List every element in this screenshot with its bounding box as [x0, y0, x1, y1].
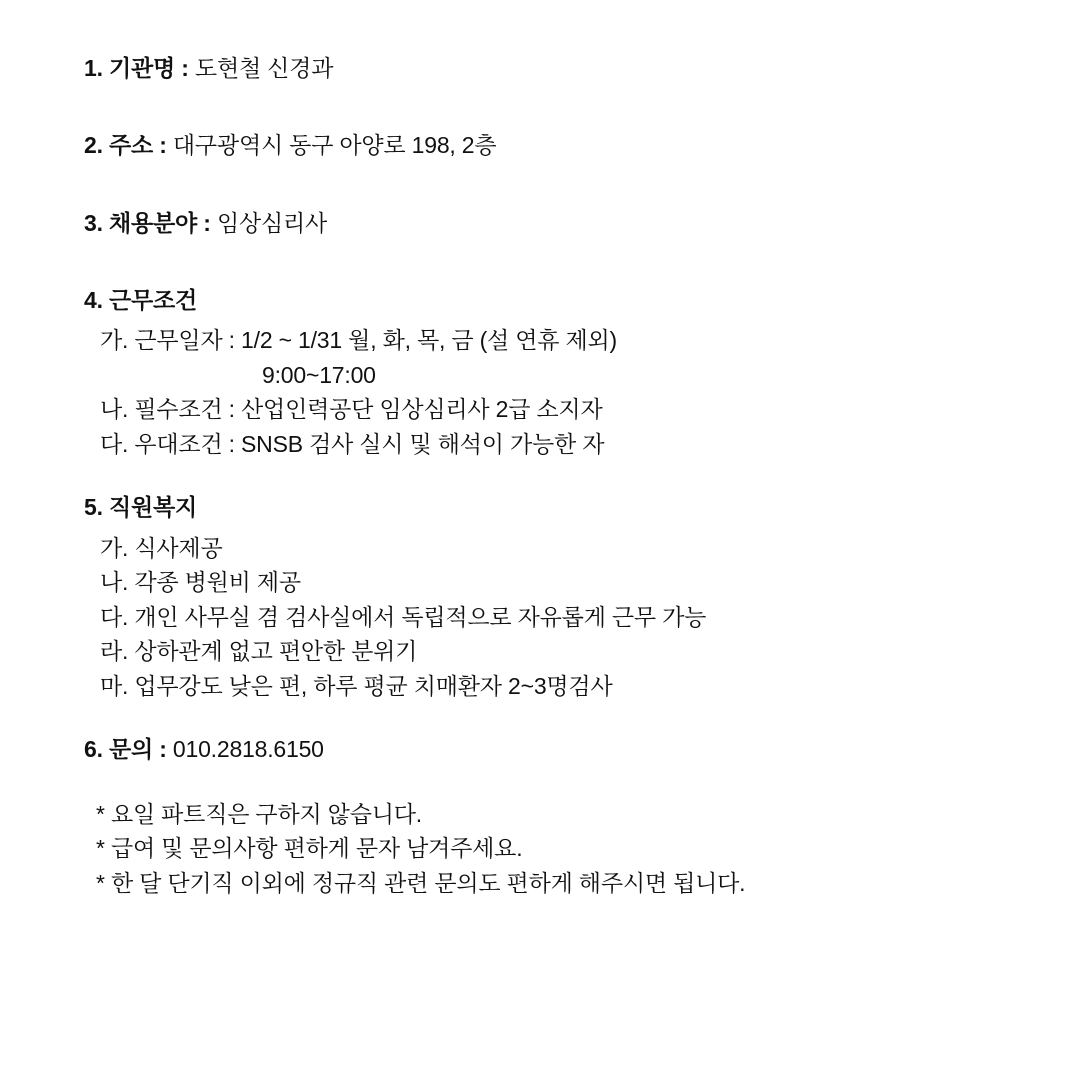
organization-label: 기관명 : [109, 55, 189, 81]
spacer [84, 85, 1010, 129]
benefit-item: 가. 식사제공 [100, 534, 223, 561]
spacer [84, 163, 1010, 207]
work-condition-item: 다. 우대조건 : SNSB 검사 실시 및 해석이 가능한 자 [100, 430, 605, 457]
note-item: * 급여 및 문의사항 편하게 문자 남겨주세요. [96, 835, 523, 862]
section-position [84, 207, 1010, 240]
spacer [84, 240, 1010, 284]
position-number: 3. [84, 209, 103, 236]
address-number: 2. [84, 132, 103, 159]
section-contact [84, 733, 1010, 766]
spacer [84, 703, 1010, 733]
position-label: 채용분야 : [109, 209, 211, 236]
work-conditions-number: 4. [84, 287, 103, 314]
section-notes [84, 797, 1010, 901]
work-conditions-heading [84, 284, 1010, 317]
work-conditions-label: 근무조건 [109, 287, 198, 314]
benefit-item: 라. 상하관계 없고 편안한 분위기 [100, 638, 418, 665]
benefits-heading [84, 491, 1010, 524]
position-value: 임상심리사 [216, 209, 328, 236]
contact-number: 6. [84, 736, 103, 763]
contact-heading [84, 733, 1010, 766]
organization-number: 1. [84, 55, 103, 81]
benefit-item: 다. 개인 사무실 겸 검사실에서 독립적으로 자유롭게 근무 가능 [100, 603, 707, 630]
address-label: 주소 : [109, 132, 167, 159]
spacer [84, 767, 1010, 797]
work-condition-item: 가. 근무일자 : 1/2 ~ 1/31 월, 화, 목, 금 (설 연휴 제외) [100, 327, 617, 354]
benefit-item: 나. 각종 병원비 제공 [100, 569, 301, 596]
section-benefits [84, 491, 1010, 703]
benefits-label: 직원복지 [109, 494, 198, 521]
organization-heading [84, 52, 1010, 85]
address-value: 대구광역시 동구 아양로 198, 2층 [172, 132, 497, 159]
contact-phone: 010.2818.6150 [172, 736, 324, 763]
benefit-item: 마. 업무강도 낮은 편, 하루 평균 치매환자 2~3명검사 [100, 672, 613, 699]
contact-label: 문의 : [109, 736, 167, 763]
note-item: * 요일 파트직은 구하지 않습니다. [96, 800, 422, 827]
spacer [84, 461, 1010, 491]
benefits-number: 5. [84, 494, 103, 521]
work-condition-item-time: 9:00~17:00 [262, 361, 376, 388]
section-address [84, 129, 1010, 162]
work-condition-item: 나. 필수조건 : 산업인력공단 임상심리사 2급 소지자 [100, 396, 603, 423]
section-work-conditions [84, 284, 1010, 461]
organization-value: 도현철 신경과 [194, 55, 334, 81]
address-heading [84, 129, 1010, 162]
section-organization [84, 52, 1010, 85]
note-item: * 한 달 단기직 이외에 정규직 관련 문의도 편하게 해주시면 됩니다. [96, 869, 746, 896]
position-heading [84, 207, 1010, 240]
